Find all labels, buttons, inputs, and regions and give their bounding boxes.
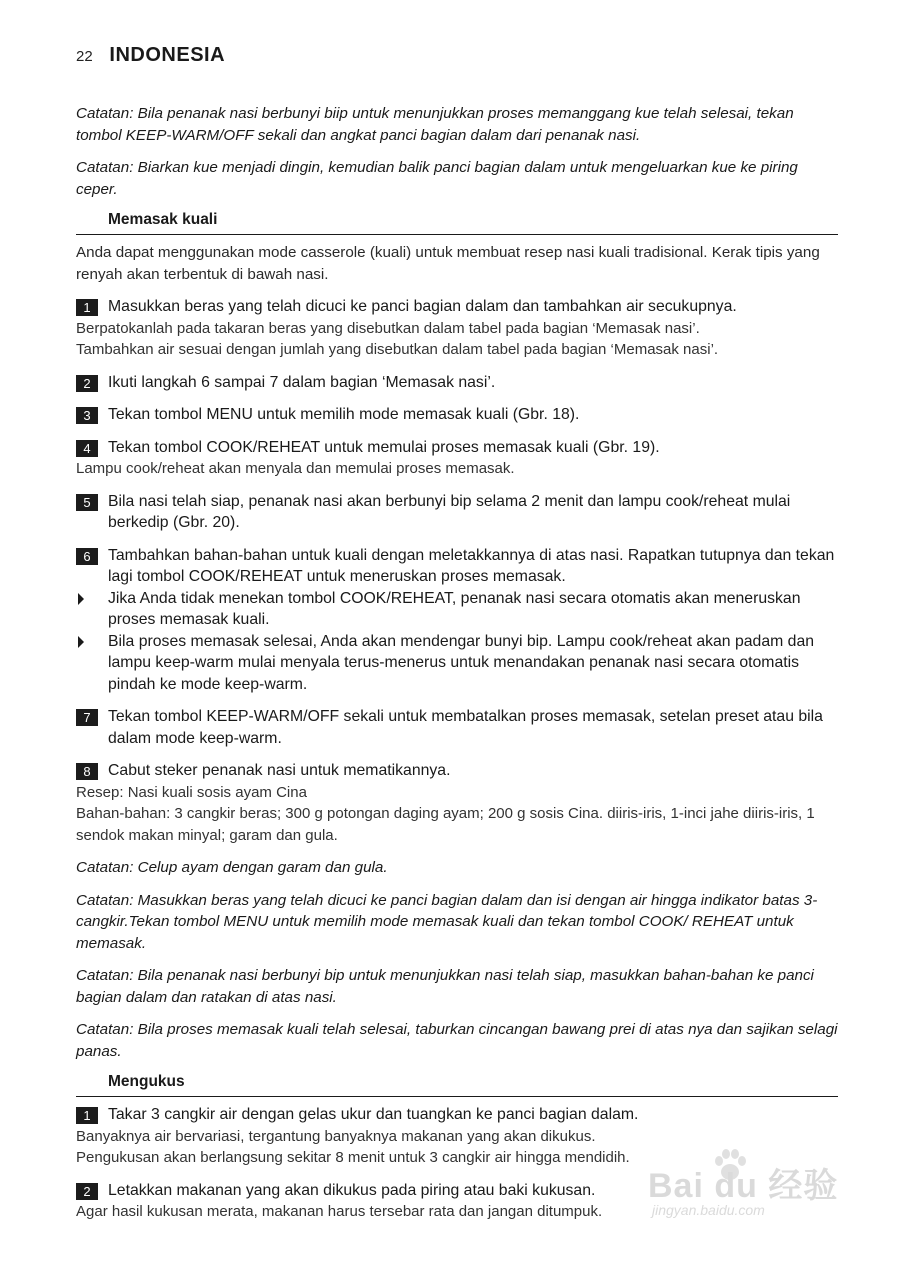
section-title-mengukus: Mengukus — [76, 1073, 838, 1097]
section-title-memasak-kuali: Memasak kuali — [76, 211, 838, 235]
note-text: Catatan: Bila proses memasak kuali telah selesai, taburkan cincangan bawang prei di atas nya dan sajikan selagi panas. — [76, 1021, 838, 1060]
bullet-text: Bila proses memasak selesai, Anda akan mendengar bunyi bip. Lampu cook/reheat akan padam dan lampu keep-warm mulai menyala terus-menerus untuk menandakan penanak nasi secara otomatis pindah ke mode keep-warm. — [108, 632, 815, 693]
watermark-url: jingyan.baidu.com — [652, 1202, 765, 1218]
note-text: Catatan: Celup ayam dengan garam dan gula. — [76, 859, 388, 876]
step-item — [76, 760, 838, 782]
step-item — [76, 1104, 838, 1126]
bullet-triangle-icon — [78, 636, 84, 648]
step-detail: Banyaknya air bervariasi, tergantung banyaknya makanan yang akan dikukus. — [76, 1127, 596, 1145]
step-item — [76, 706, 838, 749]
step-text: Tekan tombol KEEP-WARM/OFF sekali untuk membatalkan proses memasak, setelan preset atau bila dalam mode keep-warm. — [108, 708, 823, 747]
watermark-brand: Bai du 经验 — [648, 1167, 839, 1205]
step-item — [76, 491, 838, 534]
step-number: 1 — [76, 1107, 98, 1124]
section-intro: Anda dapat menggunakan mode casserole (kuali) untuk membuat resep nasi kuali tradisional. Kerak tipis yang renyah akan terbentuk di bawah nasi. — [76, 244, 820, 283]
note-text: Catatan: Biarkan kue menjadi dingin, kemudian balik panci bagian dalam untuk mengeluarkan kue ke piring ceper. — [76, 159, 798, 198]
step-number: 6 — [76, 548, 98, 565]
step-detail: Tambahkan air sesuai dengan jumlah yang disebutkan dalam tabel pada bagian ‘Memasak nasi’. — [76, 341, 719, 358]
page-number: 22 — [76, 48, 93, 65]
step-number: 4 — [76, 440, 98, 457]
page-header — [76, 44, 225, 67]
step-item — [76, 404, 838, 426]
step-number: 2 — [76, 375, 98, 392]
step-number: 2 — [76, 1183, 98, 1200]
step-item — [76, 437, 838, 459]
step-detail: Lampu cook/reheat akan menyala dan memulai proses memasak. — [76, 460, 515, 477]
step-text: Letakkan makanan yang akan dikukus pada piring atau baki kukusan. — [108, 1181, 596, 1199]
note-text: Catatan: Bila penanak nasi berbunyi biip untuk menunjukkan proses memanggang kue telah selesai, tekan tombol KEEP-WARM/OFF sekali dan angkat panci bagian dalam dari penanak nasi. — [76, 105, 794, 144]
step-text: Tambahkan bahan-bahan untuk kuali dengan meletakkannya di atas nasi. Rapatkan tutupnya dan tekan lagi tombol COOK/REHEAT untuk meneruskan proses memasak. — [108, 546, 835, 585]
step-number: 1 — [76, 299, 98, 316]
note-text: Catatan: Masukkan beras yang telah dicuci ke panci bagian dalam dan isi dengan air hingga indikator batas 3-cangkir.Tekan tombol MENU untuk memilih mode memasak kuali dan tekan tombol COOK/ REHEAT untuk memasak. — [76, 891, 818, 952]
step-detail: Pengukusan akan berlangsung sekitar 8 menit untuk 3 cangkir air hingga mendidih. — [76, 1149, 630, 1166]
recipe-ingredients: Bahan-bahan: 3 cangkir beras; 300 g potongan daging ayam; 200 g sosis Cina. diiris-iris, 1-inci jahe diiris-iris, 1 sendok makan minyal; garam dan gula. — [76, 805, 815, 844]
recipe-title: Resep: Nasi kuali sosis ayam Cina — [76, 783, 307, 801]
content-flow — [76, 103, 838, 1223]
step-detail: Berpatokanlah pada takaran beras yang disebutkan dalam tabel pada bagian ‘Memasak nasi’. — [76, 319, 700, 337]
bullet-text: Jika Anda tidak menekan tombol COOK/REHEAT, penanak nasi secara otomatis akan meneruskan proses memasak kuali. — [108, 589, 801, 628]
bullet-triangle-icon — [78, 593, 84, 605]
step-item — [76, 545, 838, 588]
step-number: 3 — [76, 407, 98, 424]
step-text: Tekan tombol COOK/REHEAT untuk memulai proses memasak kuali (Gbr. 19). — [108, 438, 660, 456]
bullet-item — [76, 631, 838, 696]
step-text: Ikuti langkah 6 sampai 7 dalam bagian ‘Memasak nasi’. — [108, 373, 496, 391]
step-item — [76, 372, 838, 394]
watermark — [640, 1140, 860, 1230]
step-item — [76, 296, 838, 318]
bullet-item — [76, 588, 838, 631]
step-detail: Agar hasil kukusan merata, makanan harus tersebar rata dan jangan ditumpuk. — [76, 1203, 603, 1220]
step-text: Takar 3 cangkir air dengan gelas ukur dan tuangkan ke panci bagian dalam. — [108, 1106, 639, 1123]
step-text: Tekan tombol MENU untuk memilih mode memasak kuali (Gbr. 18). — [108, 406, 580, 423]
step-number: 8 — [76, 763, 98, 780]
note-text: Catatan: Bila penanak nasi berbunyi bip untuk menunjukkan nasi telah siap, masukkan bahan-bahan ke panci bagian dalam dan ratakan di atas nasi. — [76, 967, 814, 1006]
step-number: 5 — [76, 494, 98, 511]
step-text: Masukkan beras yang telah dicuci ke panci bagian dalam dan tambahkan air secukupnya. — [108, 298, 737, 315]
step-number: 7 — [76, 709, 98, 726]
step-text: Bila nasi telah siap, penanak nasi akan berbunyi bip selama 2 menit dan lampu cook/reheat mulai berkedip (Gbr. 20). — [108, 492, 791, 531]
step-text: Cabut steker penanak nasi untuk mematikannya. — [108, 762, 451, 779]
language-heading: INDONESIA — [109, 44, 226, 66]
